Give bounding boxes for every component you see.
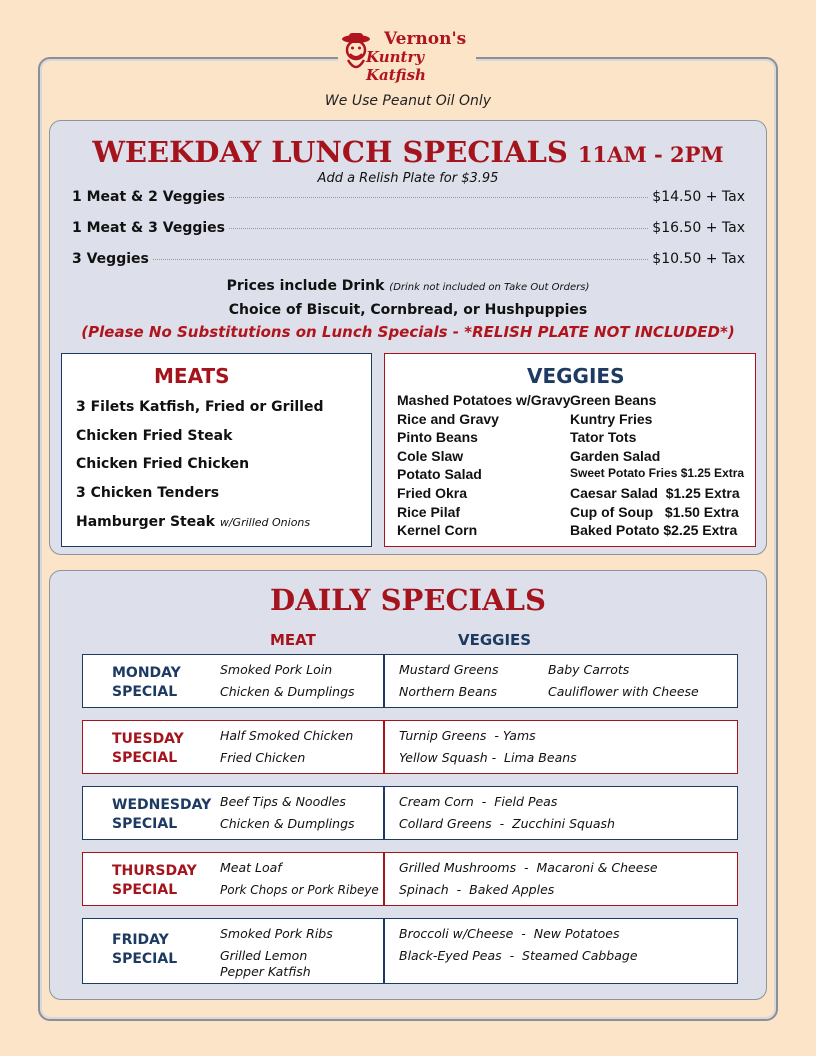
day-row-friday [82,918,738,984]
meat-item: 3 Chicken Tenders [76,485,220,501]
dot-leader [229,228,648,229]
veggie-item: Cup of Soup $1.50 Extra [570,503,739,520]
veggie-item: Mashed Potatoes w/Gravy [397,392,571,408]
price-label: 3 Veggies [72,251,149,267]
tagline: We Use Peanut Oil Only [324,93,492,109]
drink-line [50,278,766,294]
veggie-item: Broccoli w/Cheese - New Potatoes [399,926,620,941]
veggie-item: Baked Potato $2.25 Extra [570,522,738,539]
veggies-box [384,353,756,547]
veggie-item: Black-Eyed Peas - Steamed Cabbage [399,948,638,963]
meat-item: Fried Chicken [220,750,306,765]
column-divider [383,787,385,839]
meat-item-label: Hamburger Steak [76,514,215,530]
price-label: 1 Meat & 3 Veggies [72,220,225,236]
veggie-item: Collard Greens - Zucchini Squash [399,816,615,831]
veggie-item: Caesar Salad $1.25 Extra [570,484,740,501]
relish-note: Add a Relish Plate for $3.95 [317,171,499,186]
meat-item [76,514,310,530]
meat-item: Smoked Pork Ribs [220,926,333,941]
meat-item: Chicken Fried Chicken [76,456,250,472]
day-special-label: SPECIAL [112,882,178,898]
column-divider [383,655,385,707]
lunch-specials-panel [49,120,767,555]
veggie-item: Cauliflower with Cheese [548,684,699,699]
veggie-item: Garden Salad [570,447,661,464]
veggie-item: Spinach - Baked Apples [399,882,555,897]
no-substitutions-note: (Please No Substitutions on Lunch Specials - *RELISH PLATE NOT INCLUDED*) [81,323,735,341]
veggie-item: Cream Corn - Field Peas [399,794,558,809]
day-name: FRIDAY [112,932,169,948]
day-label [112,931,177,969]
lunch-title [50,135,766,169]
dot-leader [153,259,648,260]
veggie-item: Yellow Squash - Lima Beans [399,750,577,765]
veggie-item: Grilled Mushrooms - Macaroni & Cheese [399,860,658,875]
veggie-item: Green Beans [570,392,657,408]
logo-line-1: Vernon's [384,29,467,49]
lunch-hours: 11AM - 2PM [577,142,724,167]
veggie-item: Rice Pilaf [397,503,461,520]
veggie-item: Sweet Potato Fries $1.25 Extra [570,466,745,481]
veggie-item: Potato Salad [397,466,482,483]
veggie-item: Northern Beans [399,684,498,699]
logo-line-2: Kuntry Katfish [366,48,426,84]
meat-item: Beef Tips & Noodles [220,794,346,809]
restaurant-logo [338,26,476,86]
meat-item: Meat Loaf [220,860,282,875]
meat-item: Pepper Katfish [220,964,311,979]
lunch-title-text: WEEKDAY LUNCH SPECIALS [92,135,568,169]
day-label [112,730,184,768]
meats-title: MEATS [154,364,230,388]
daily-title: DAILY SPECIALS [270,583,546,617]
day-name: THURSDAY [112,863,197,879]
veggies-column-left [397,392,571,541]
meat-item: Chicken Fried Steak [76,428,233,444]
meat-item: Chicken & Dumplings [220,684,355,699]
meat-item: Half Smoked Chicken [220,728,354,743]
day-special-label: SPECIAL [112,684,178,700]
day-special-label: SPECIAL [112,750,178,766]
day-special-label: SPECIAL [112,816,178,832]
day-special-label: SPECIAL [112,951,178,967]
drink-text: Prices include Drink [226,278,385,294]
price-value: $16.50 + Tax [652,220,745,236]
meat-item-note: w/Grilled Onions [219,516,311,529]
day-label [112,862,197,900]
veggie-item: Turnip Greens - Yams [399,728,536,743]
meat-item: Pork Chops or Pork Ribeye [220,883,379,897]
meat-column-header: MEAT [270,631,316,649]
column-divider [383,721,385,773]
day-label [112,796,211,834]
day-name: WEDNESDAY [112,797,212,813]
veggie-item: Kernel Corn [397,522,478,539]
veggies-column-right [570,392,744,541]
bread-line: Choice of Biscuit, Cornbread, or Hushpuppies [228,302,588,318]
veggie-item: Kuntry Fries [570,410,653,427]
veggie-item: Rice and Gravy [397,410,499,427]
day-row-thursday [82,852,738,906]
dot-leader [229,197,648,198]
price-row [72,189,745,209]
price-label: 1 Meat & 2 Veggies [72,189,225,205]
meat-item: Grilled Lemon [220,948,308,963]
column-divider [383,919,385,983]
veggie-item: Mustard Greens [399,662,499,677]
veggie-item: Pinto Beans [397,429,478,446]
day-row-wednesday [82,786,738,840]
meat-item: 3 Filets Katfish, Fried or Grilled [76,399,324,415]
meats-box [61,353,372,547]
meat-item: Smoked Pork Loin [220,662,333,677]
veggies-title: VEGGIES [527,364,625,388]
price-row [72,251,745,271]
veggie-item: Tator Tots [570,429,637,446]
price-value: $14.50 + Tax [652,189,745,205]
price-value: $10.50 + Tax [652,251,745,267]
drink-note: (Drink not included on Take Out Orders) [389,282,590,293]
day-name: TUESDAY [112,731,184,747]
day-row-monday [82,654,738,708]
day-row-tuesday [82,720,738,774]
day-name: MONDAY [112,665,181,681]
daily-specials-panel [49,570,767,1000]
veggie-item: Fried Okra [397,484,468,501]
day-label [112,664,181,702]
veggie-item: Baby Carrots [548,662,630,677]
veggie-item: Cole Slaw [397,447,464,464]
price-row [72,220,745,240]
meat-item: Chicken & Dumplings [220,816,355,831]
column-divider [383,853,385,905]
veggies-column-header: VEGGIES [458,631,532,649]
